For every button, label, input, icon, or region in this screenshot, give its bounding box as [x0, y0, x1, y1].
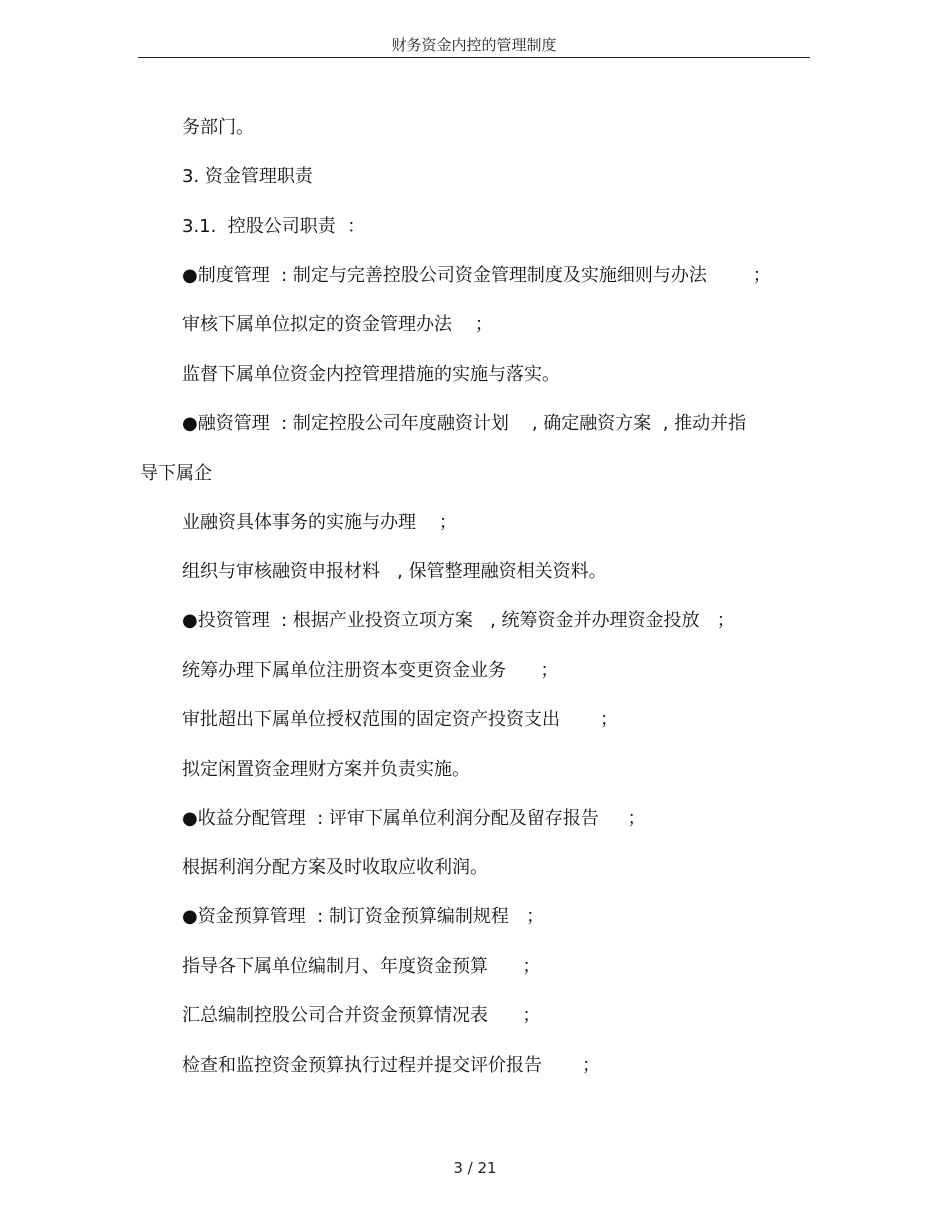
bullet-item: ●收益分配管理 : 评审下属单位利润分配及留存报告 ； — [182, 808, 646, 829]
bullet-item: ●投资管理 : 根据产业投资立项方案 , 统筹资金并办理资金投放 ； — [182, 610, 735, 631]
bullet-item: ●资金预算管理 : 制订资金预算编制规程 ； — [182, 906, 545, 927]
page-number: 3 / 21 — [453, 1159, 497, 1177]
text-line: 指导各下属单位编制月、年度资金预算 ； — [182, 956, 541, 977]
text-line: 审批超出下属单位授权范围的固定资产投资支出 ； — [182, 709, 619, 730]
bullet-item: ●融资管理 : 制定控股公司年度融资计划 , 确定融资方案 , 推动并指 — [182, 413, 747, 434]
text-line: 统筹办理下属单位注册资本变更资金业务 ； — [182, 660, 559, 681]
text-line: 业融资具体事务的实施与办理 ； — [182, 512, 457, 533]
text-line: 拟定闲置资金理财方案并负责实施。 — [182, 759, 470, 780]
header-divider — [138, 57, 810, 58]
text-line: 根据利润分配方案及时收取应收利润。 — [182, 857, 488, 878]
text-line: 组织与审核融资申报材料 , 保管整理融资相关资料。 — [182, 561, 607, 582]
text-line: 务部门。 — [182, 117, 254, 138]
text-line: 检查和监控资金预算执行过程并提交评价报告 ； — [182, 1055, 601, 1076]
section-heading: 3. 资金管理职责 — [182, 166, 313, 187]
text-line: 监督下属单位资金内控管理措施的实施与落实。 — [182, 364, 560, 385]
text-line: 导下属企 — [140, 463, 212, 484]
subsection-heading: 3.1. 控股公司职责 ： — [182, 216, 366, 237]
page-header-title: 财务资金内控的管理制度 — [391, 36, 557, 54]
text-line: 审核下属单位拟定的资金管理办法 ； — [182, 314, 493, 335]
text-line: 汇总编制控股公司合并资金预算情况表 ； — [182, 1005, 541, 1026]
bullet-item: ●制度管理 : 制定与完善控股公司资金管理制度及实施细则与办法 ； — [182, 265, 771, 286]
